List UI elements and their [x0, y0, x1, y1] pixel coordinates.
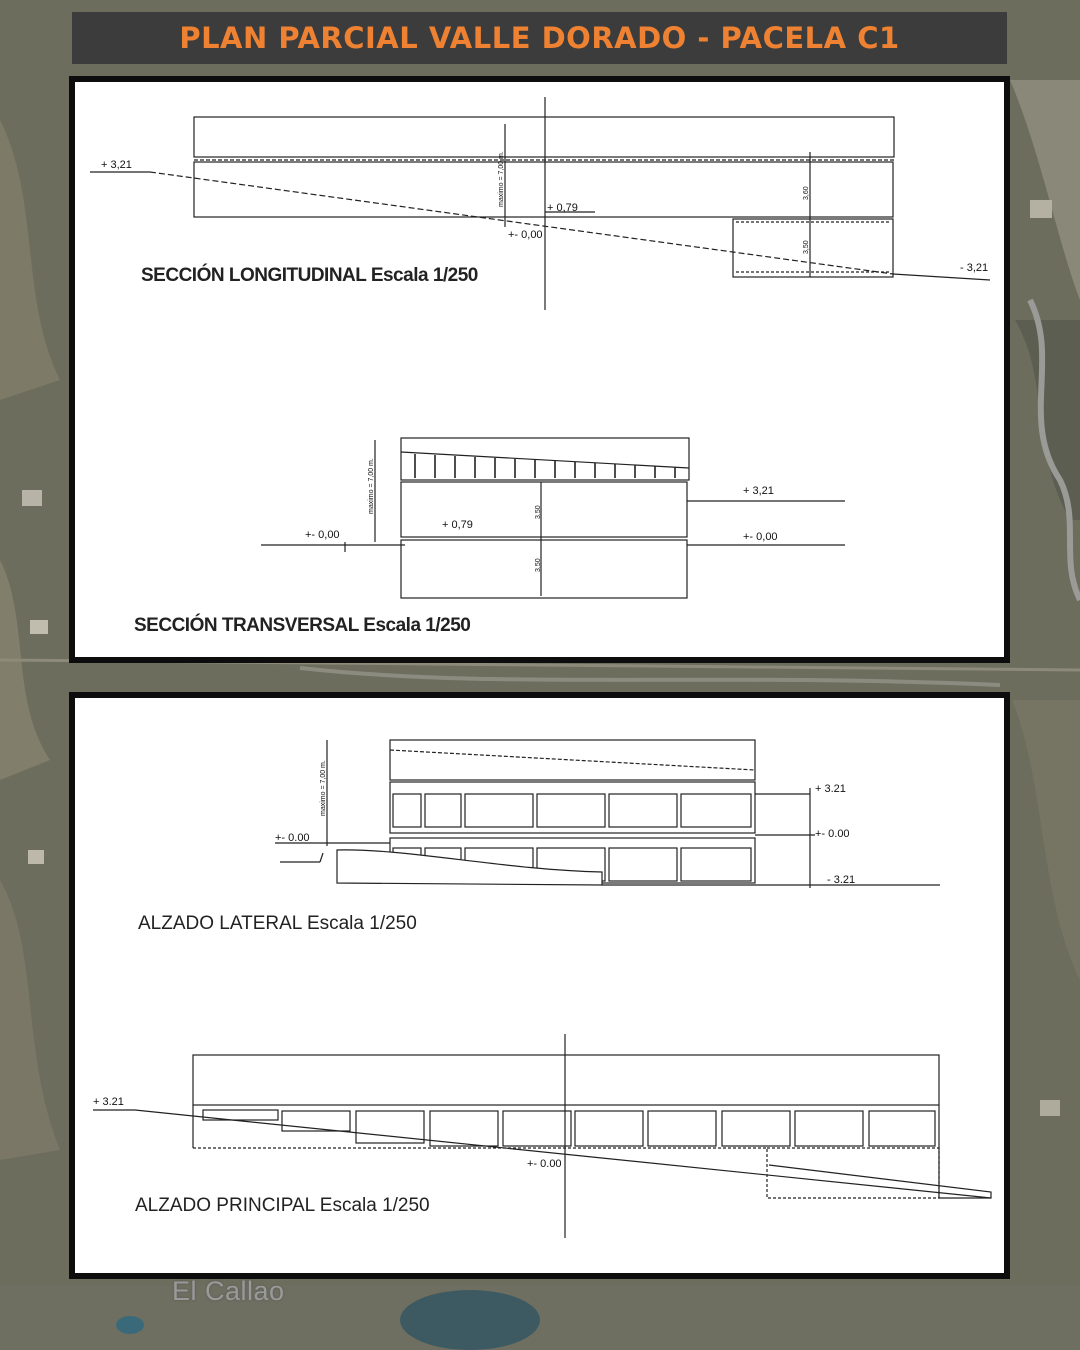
title-bar	[72, 12, 1007, 64]
principal-level-zero: +- 0.00	[527, 1158, 562, 1170]
transversal-height-lower: 3,50	[535, 558, 542, 572]
longitudinal-roof	[194, 117, 894, 157]
longitudinal-height-lower: 3,50	[803, 240, 810, 254]
transversal-max-height: maximo = 7,00 m.	[368, 458, 375, 514]
transversal-roof-battens	[415, 454, 675, 478]
transversal-caption: SECCIÓN TRANSVERSAL Escala 1/250	[134, 615, 471, 636]
lateral-level-right-zero: +- 0.00	[815, 828, 850, 840]
longitudinal-level-zero: +- 0,00	[508, 229, 543, 241]
lateral-max-height: maximo = 7,00 m.	[320, 760, 327, 816]
transversal-lower-floor	[401, 540, 687, 598]
principal-level-left: + 3.21	[93, 1096, 124, 1108]
transversal-roof	[401, 438, 689, 480]
sections-panel	[69, 76, 1010, 663]
longitudinal-lower-floor	[733, 219, 893, 277]
longitudinal-upper-floor	[194, 162, 893, 217]
elevations-drawing	[75, 698, 1004, 1273]
lateral-upper-floor	[390, 782, 755, 833]
transversal-level-right-top: + 3,21	[743, 485, 774, 497]
longitudinal-level-mid: + 0,79	[547, 202, 578, 214]
longitudinal-height-upper: 3,60	[803, 186, 810, 200]
principal-caption: ALZADO PRINCIPAL Escala 1/250	[135, 1195, 430, 1216]
longitudinal-level-left: + 3,21	[101, 159, 132, 171]
transversal-level-mid: + 0,79	[442, 519, 473, 531]
lateral-upper-windows	[393, 794, 751, 827]
transversal-height-upper: 3,50	[535, 505, 542, 519]
longitudinal-level-right: - 3,21	[960, 262, 989, 274]
lateral-level-left-zero: +- 0.00	[275, 832, 310, 844]
lateral-level-right-top: + 3.21	[815, 783, 846, 795]
longitudinal-max-height: maximo = 7,00 m.	[498, 151, 505, 207]
longitudinal-caption: SECCIÓN LONGITUDINAL Escala 1/250	[141, 265, 478, 286]
principal-roof	[193, 1055, 939, 1105]
lateral-caption: ALZADO LATERAL Escala 1/250	[138, 913, 417, 934]
elevations-panel	[69, 692, 1010, 1279]
page-title: PLAN PARCIAL VALLE DORADO - PACELA C1	[179, 21, 900, 55]
transversal-level-right-zero: +- 0,00	[743, 531, 778, 543]
map-place-label: El Callao	[172, 1276, 285, 1306]
lateral-level-right-bottom: - 3.21	[827, 874, 856, 886]
lateral-ramp	[337, 850, 602, 885]
transversal-level-left-zero: +- 0,00	[305, 529, 340, 541]
